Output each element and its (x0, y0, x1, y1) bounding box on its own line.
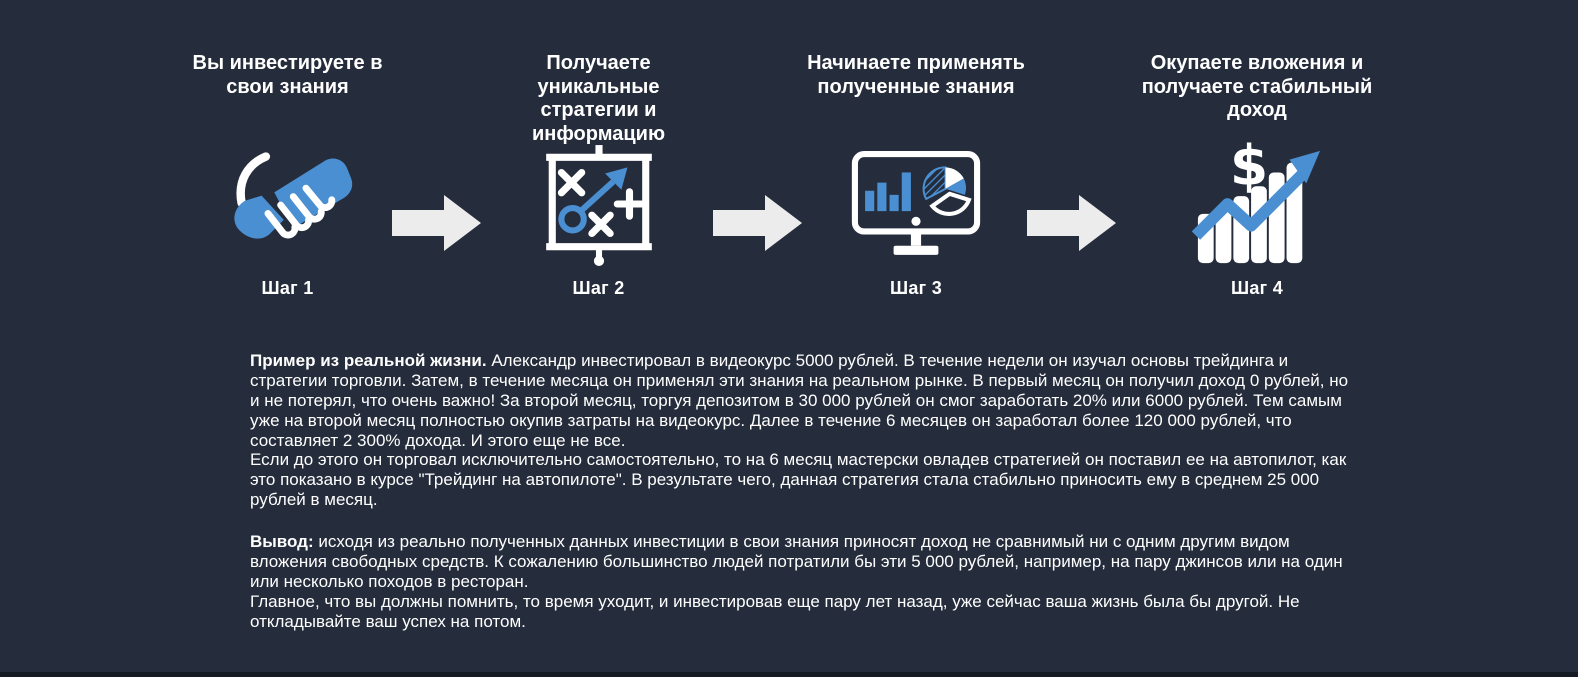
paragraph-conclusion (250, 532, 1356, 631)
step-2-label: Шаг 2 (572, 278, 625, 298)
block-arrow-right-icon (392, 192, 484, 259)
paragraph-lead: Вывод: (250, 532, 314, 551)
footer-bar (0, 672, 1578, 677)
step-1-label: Шаг 1 (261, 278, 314, 298)
step-2-title: Получаете уникальные стратегии и информацию (531, 52, 666, 145)
step-1-title: Вы инвестируете в свои знания (192, 52, 383, 98)
paragraph-text: Главное, что вы должны помнить, то время уходит, и инвестировав еще пару лет назад, уже сейчас ваша жизнь была бы другой. Не откладывайте ваш успех на потом. (250, 591, 1300, 631)
paragraph-text: исходя из реально полученных данных инвестиции в свои знания приносят доход не сравнимый ни с одним другим видом вложения свободных средств. К сожалению большинство людей потратили бы эти 5 000 рублей, например, на пару джинсов или на один или несколько походов в ресторан. (250, 532, 1343, 591)
step-3-label: Шаг 3 (889, 278, 943, 298)
svg-text:$: $ (1229, 139, 1269, 199)
step-2 (486, 52, 711, 299)
paragraph-text: Если до этого он торговал исключительно самостоятельно, то на 6 месяц мастерски овладев стратегией он поставил ее на автопилот, как это показано в курсе "Трейдинг на автопилоте". В результате чего, данная стратегия стала стабильно приносить ему в среднем 25 000 рублей в месяц. (250, 450, 1347, 510)
steps-section (0, 0, 1578, 299)
description-section (250, 351, 1356, 631)
monitor-charts-icon (848, 140, 984, 268)
paragraph-lead: Пример из реальной жизни. (250, 351, 487, 370)
step-3 (807, 52, 1025, 299)
paragraph-text: Александр инвестировал в видеокурс 5000 рублей. В течение недели он изучал основы трейдинга и стратегии торговли. Затем, в течение месяца он применял эти знания на реальном рынке. В первый месяц он получил доход 0 рублей, но и не потерял, что очень важно! За второй месяц, торгуя депозитом в 30 000 рублей он смог заработать 20% или 6000 рублей. Тем самым уже на второй месяц полностью окупив затраты на видеокурс. Далее в течение 6 месяцев он заработал более 120 000 рублей, что составляет 2 300% дохода. И этого еще не все. (250, 351, 1349, 450)
step-4-title: Окупаете вложения и получаете стабильный доход (1141, 52, 1373, 122)
step-3-title: Начинаете применять полученные знания (807, 52, 1025, 98)
handshake-icon (219, 140, 357, 268)
strategy-board-icon (538, 140, 660, 268)
step-1 (185, 52, 390, 299)
step-4-label: Шаг 4 (1230, 278, 1284, 298)
step-4 (1121, 52, 1393, 299)
block-arrow-right-icon (1027, 192, 1119, 259)
growth-chart-icon (1192, 140, 1322, 268)
block-arrow-right-icon (713, 192, 805, 259)
paragraph-real-life-example (250, 351, 1356, 510)
